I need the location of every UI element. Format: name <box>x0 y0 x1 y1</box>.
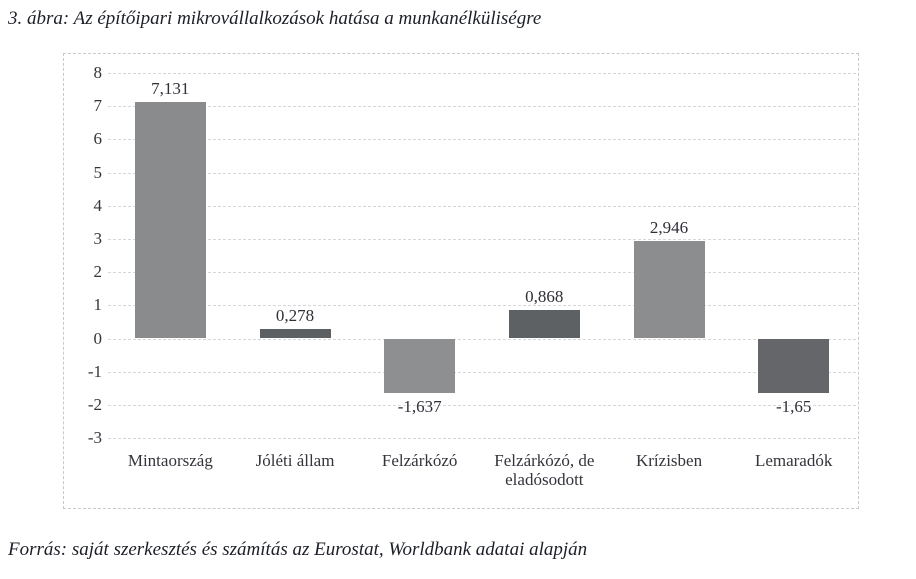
gridline <box>108 438 856 439</box>
y-tick-label: 3 <box>93 228 102 248</box>
y-tick-label: 1 <box>93 295 102 315</box>
plot-area <box>108 73 856 438</box>
gridline <box>108 239 856 240</box>
gridline <box>108 339 856 340</box>
x-axis-label: Felzárkózó <box>381 451 458 470</box>
bar <box>634 241 705 339</box>
y-tick-label: -1 <box>87 361 102 381</box>
x-axis-label: Lemaradók <box>754 451 833 470</box>
y-tick-label: 6 <box>93 129 102 149</box>
y-tick-label: 5 <box>93 162 102 182</box>
source-caption: Forrás: saját szerkesztés és számítás az Eurostat, Worldbank adatai alapján <box>8 539 588 560</box>
gridline <box>108 139 856 140</box>
x-axis-label: Jóléti állam <box>255 451 335 470</box>
bar <box>758 339 829 394</box>
gridline <box>108 106 856 107</box>
y-tick-label: 0 <box>93 328 102 348</box>
gridline <box>108 305 856 306</box>
x-axis-label: Mintaország <box>127 451 213 470</box>
bar-value-label: 7,131 <box>151 78 190 98</box>
bar <box>384 339 455 393</box>
y-tick-label: -3 <box>87 428 102 447</box>
bar-value-label: -1,65 <box>775 397 812 417</box>
y-tick-label: 7 <box>93 96 102 116</box>
x-axis-label: Krízisben <box>635 451 703 470</box>
y-tick-label: 4 <box>93 195 102 215</box>
y-tick-label: -2 <box>87 394 102 414</box>
gridline <box>108 372 856 373</box>
figure-title: 3. ábra: Az építőipari mikrovállalkozások hatása a munkanélküliségre <box>8 8 542 29</box>
bar-value-label: 0,278 <box>275 306 315 326</box>
bar-value-label: -1,637 <box>397 396 442 416</box>
bar <box>135 102 206 339</box>
bar <box>509 310 580 339</box>
chart-frame <box>63 53 859 509</box>
bar-value-label: 0,868 <box>525 286 564 306</box>
bar-value-label: 2,946 <box>649 217 689 237</box>
gridline <box>108 206 856 207</box>
gridline <box>108 272 856 273</box>
gridline <box>108 73 856 74</box>
gridline <box>108 173 856 174</box>
bar <box>260 329 331 338</box>
y-tick-label: 2 <box>93 262 102 282</box>
x-axis-label: Felzárkózó, de eladósodott <box>494 451 595 489</box>
y-tick-label: 8 <box>93 63 102 82</box>
